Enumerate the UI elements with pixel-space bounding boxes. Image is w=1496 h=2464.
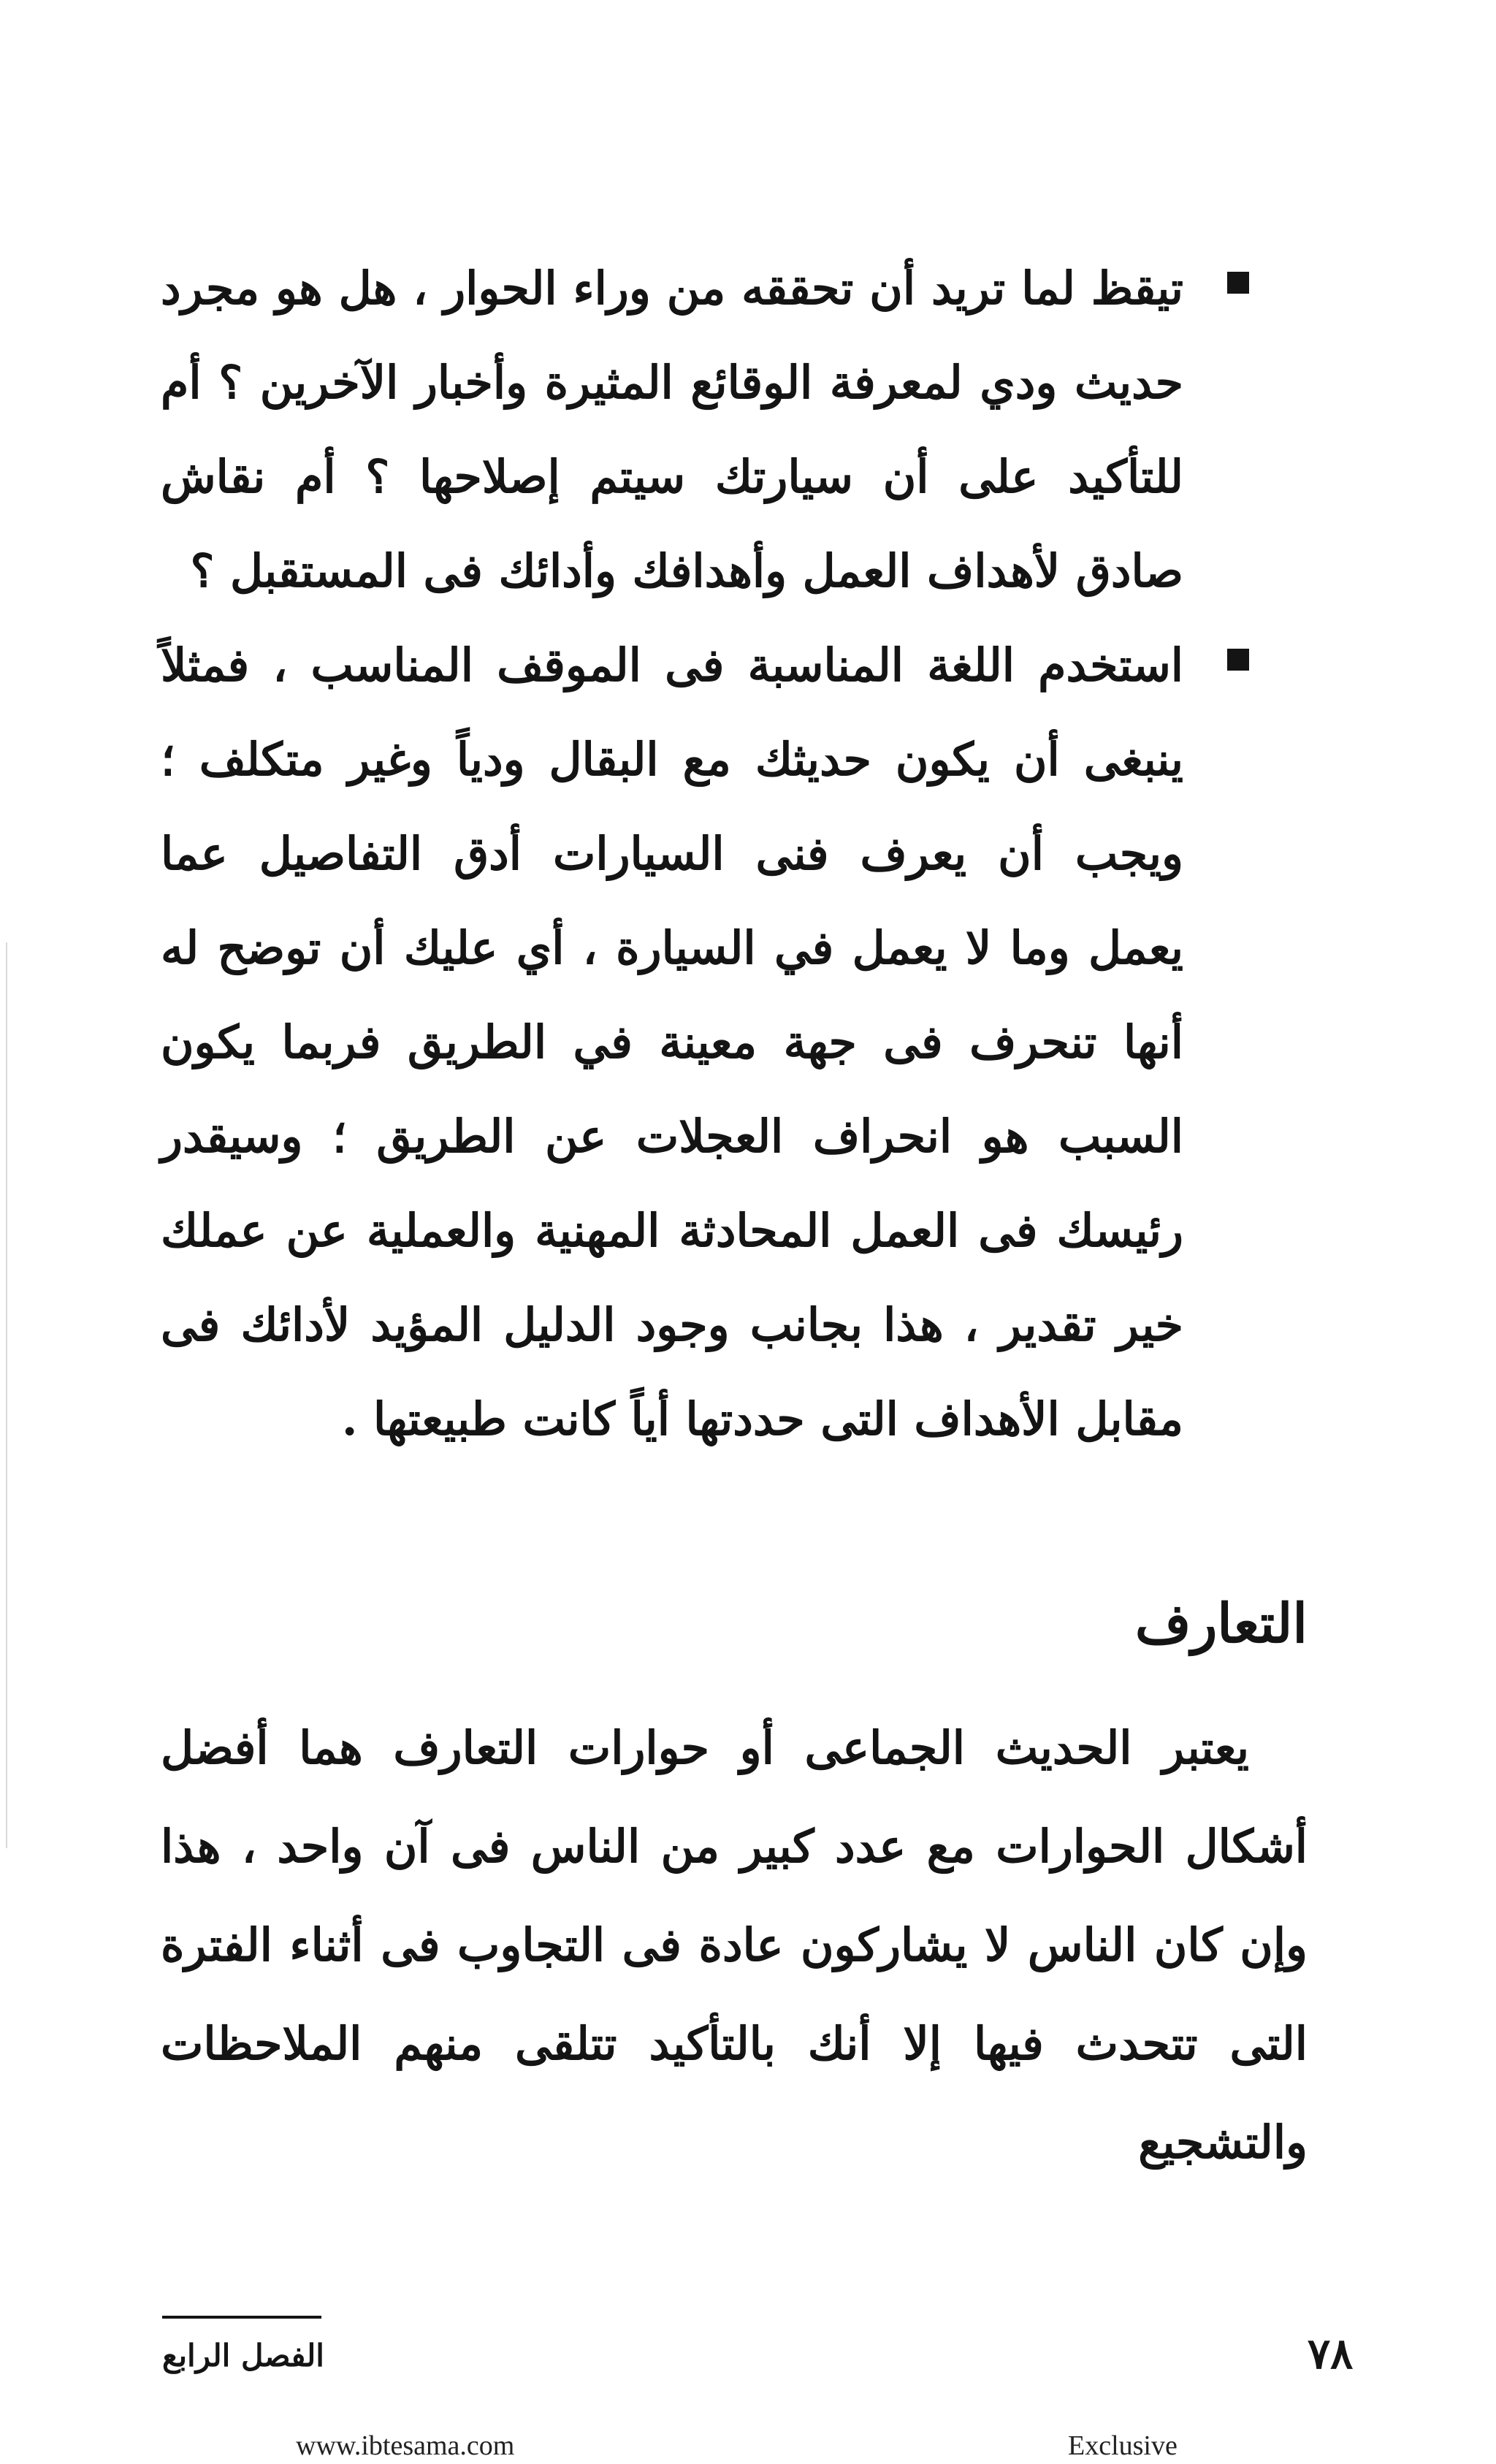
bullet-text: تيقظ لما تريد أن تحققه من وراء الحوار ، هل هو مجرد حديث ودي لمعرفة الوقائع المثيرة وأخبار الآخرين ؟ أم للتأكيد على أن سيارتك سيتم إصلاحها ؟ أم نقاش صادق لأهداف العمل وأهدافك وأدائك فى المستقبل ؟ bbox=[161, 262, 1183, 598]
exclusive-watermark: Exclusive bbox=[1068, 2430, 1178, 2461]
chapter-label: الفصل الرابع bbox=[162, 2338, 324, 2373]
scan-edge-line bbox=[6, 942, 7, 1848]
website-watermark: www.ibtesama.com bbox=[296, 2430, 515, 2461]
bullet-text: استخدم اللغة المناسبة فى الموقف المناسب ، فمثلاً ينبغى أن يكون حديثك مع البقال ودياً وغير متكلف ؛ ويجب أن يعرف فنى السيارات أدق التفاصيل عما يعمل وما لا يعمل في السيارة ، أي عليك أن توضح له أنها تنحرف فى جهة معينة في الطريق فربما يكون السبب هو انحراف العجلات عن الطريق ؛ وسيقدر رئيسك فى العمل المحادثة المهنية والعملية عن عملك خير تقدير ، هذا بجانب وجود الدليل المؤيد لأدائك فى مقابل الأهداف التى حددتها أياً كانت طبيعتها . bbox=[161, 638, 1183, 1446]
footer-divider bbox=[162, 2316, 321, 2319]
section-heading: التعارف bbox=[1134, 1593, 1308, 1655]
page-number: ٧٨ bbox=[1308, 2329, 1354, 2379]
square-bullet-icon bbox=[1227, 272, 1249, 294]
bullet-item bbox=[161, 241, 1249, 618]
square-bullet-icon bbox=[1227, 649, 1249, 671]
bullet-list bbox=[161, 241, 1249, 1466]
section-paragraph: يعتبر الحديث الجماعى أو حوارات التعارف هما أفضل أشكال الحوارات مع عدد كبير من الناس فى آن واحد ، هذا وإن كان الناس لا يشاركون عادة فى التجاوب فى أثناء الفترة التى تتحدث فيها إلا أنك بالتأكيد تتلقى منهم الملاحظات والتشجيع bbox=[161, 1721, 1308, 2169]
bullet-item bbox=[161, 618, 1249, 1466]
